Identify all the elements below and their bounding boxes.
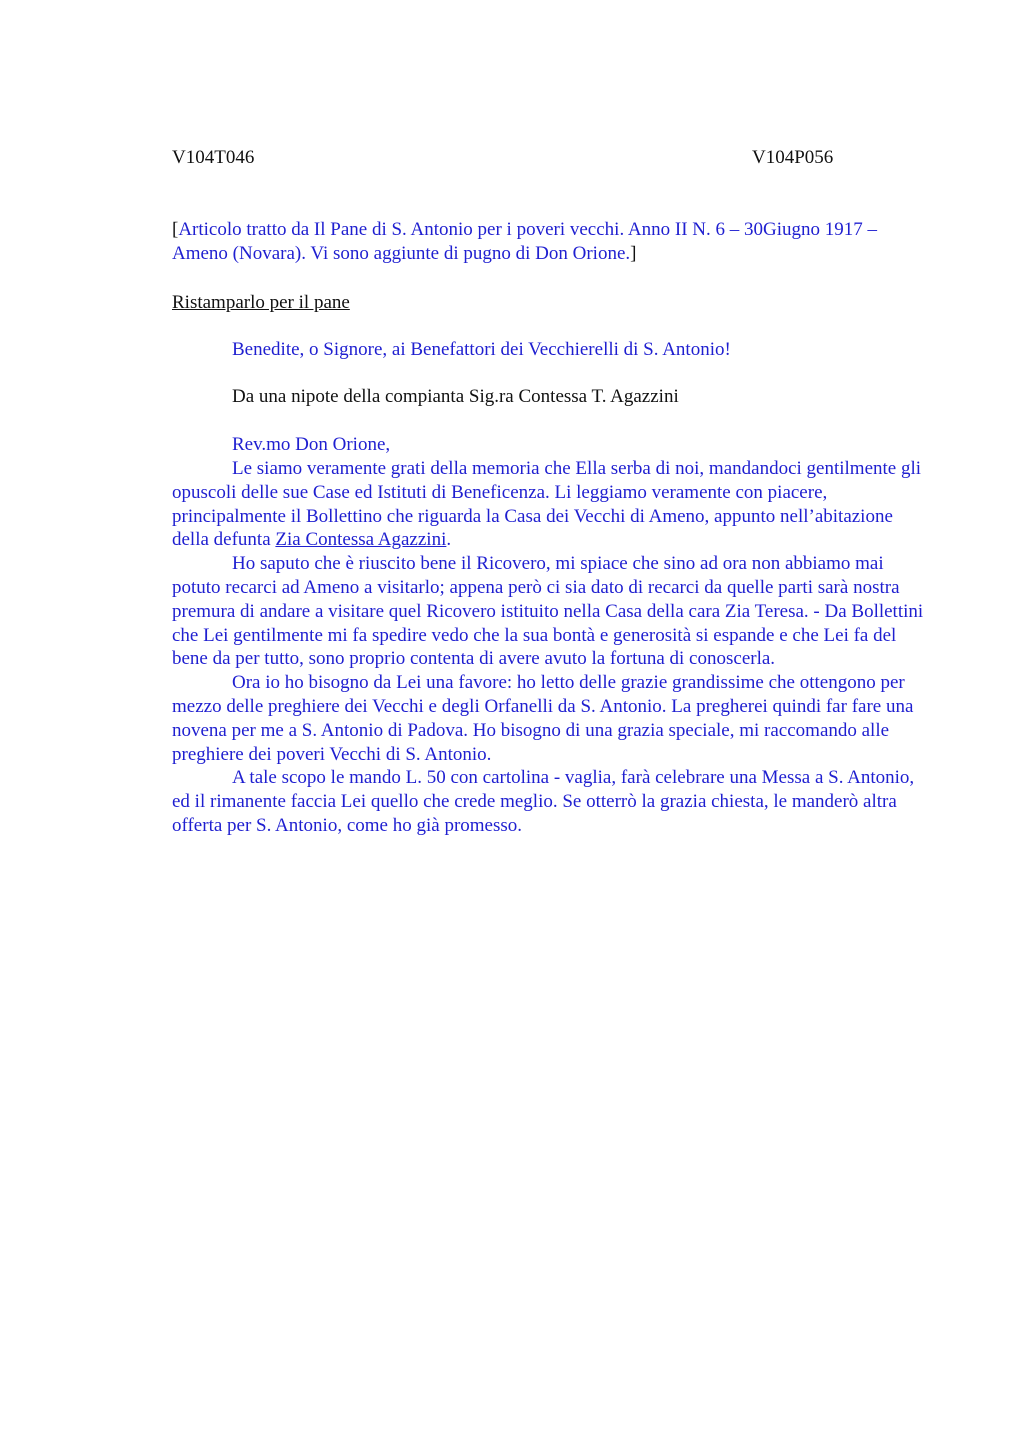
blessing-line: Benedite, o Signore, ai Benefattori dei Vecchierelli di S. Antonio! <box>232 339 731 360</box>
letter-body <box>172 457 932 838</box>
letter-p1-end: . <box>446 529 452 551</box>
letter-paragraph-3: Ora io ho bisogno da Lei una favore: ho letto delle grazie grandissime che ottengono per mezzo delle preghiere dei Vecchi e degli Orfanelli da S. Antonio. La pregherei quindi far fare una novena per me a S. Antonio di Padova. Ho bisogno di una grazia speciale, mi raccomando alle preghiere dei poveri Vecchi di S. Antonio. <box>172 672 914 765</box>
letter-p1-underlined-name: Zia Contessa Agazzini <box>275 529 447 551</box>
intro-note <box>172 218 932 266</box>
salutation: Rev.mo Don Orione, <box>232 434 391 455</box>
document-code-right: V104P056 <box>752 147 834 168</box>
letter-paragraph-2: Ho saputo che è riuscito bene il Ricovero, mi spiace che sino ad ora non abbiamo mai potuto recarci ad Ameno a visitarlo; appena però ci sia dato di recarci da quelle parti sarà nostra premura di andare a visitare quel Ricovero istituito nella Casa della cara Zia Teresa. - Da Bollettini che Lei gentilmente mi fa spedire vedo che la sua bontà e generosità si espande e che Lei fa del bene da per tutto, sono proprio contenta di avere avuto la fortuna di conoscerla. <box>172 553 924 670</box>
letter-paragraph-4: A tale scopo le mando L. 50 con cartolina - vaglia, farà celebrare una Messa a S. Antonio, ed il rimanente faccia Lei quello che crede meglio. Se otterrò la grazia chiesta, le manderò altra offerta per S. Antonio, come ho già promesso. <box>172 767 915 836</box>
handwritten-reprint-note: Ristamparlo per il pane <box>172 292 350 313</box>
letter-paragraph-1 <box>172 457 932 552</box>
intro-open-bracket: [ <box>172 219 179 240</box>
from-line: Da una nipote della compianta Sig.ra Contessa T. Agazzini <box>232 386 679 407</box>
letter-p1-text: Le siamo veramente grati della memoria che Ella serba di noi, mandandoci gentilmente gli opuscoli delle sue Case ed Istituti di Beneficenza. Li leggiamo veramente con piacere, principalmente il Bollettino che riguarda la Casa dei Vecchi di Ameno, appunto nell’abitazione della defunta <box>172 458 922 551</box>
document-code-left: V104T046 <box>172 147 255 168</box>
intro-close-bracket: ] <box>630 242 637 264</box>
intro-text: Articolo tratto da Il Pane di S. Antonio per i poveri vecchi. Anno II N. 6 – 30Giugno 1917 – Ameno (Novara). Vi sono aggiunte di pugno di Don Orione. <box>172 219 877 264</box>
